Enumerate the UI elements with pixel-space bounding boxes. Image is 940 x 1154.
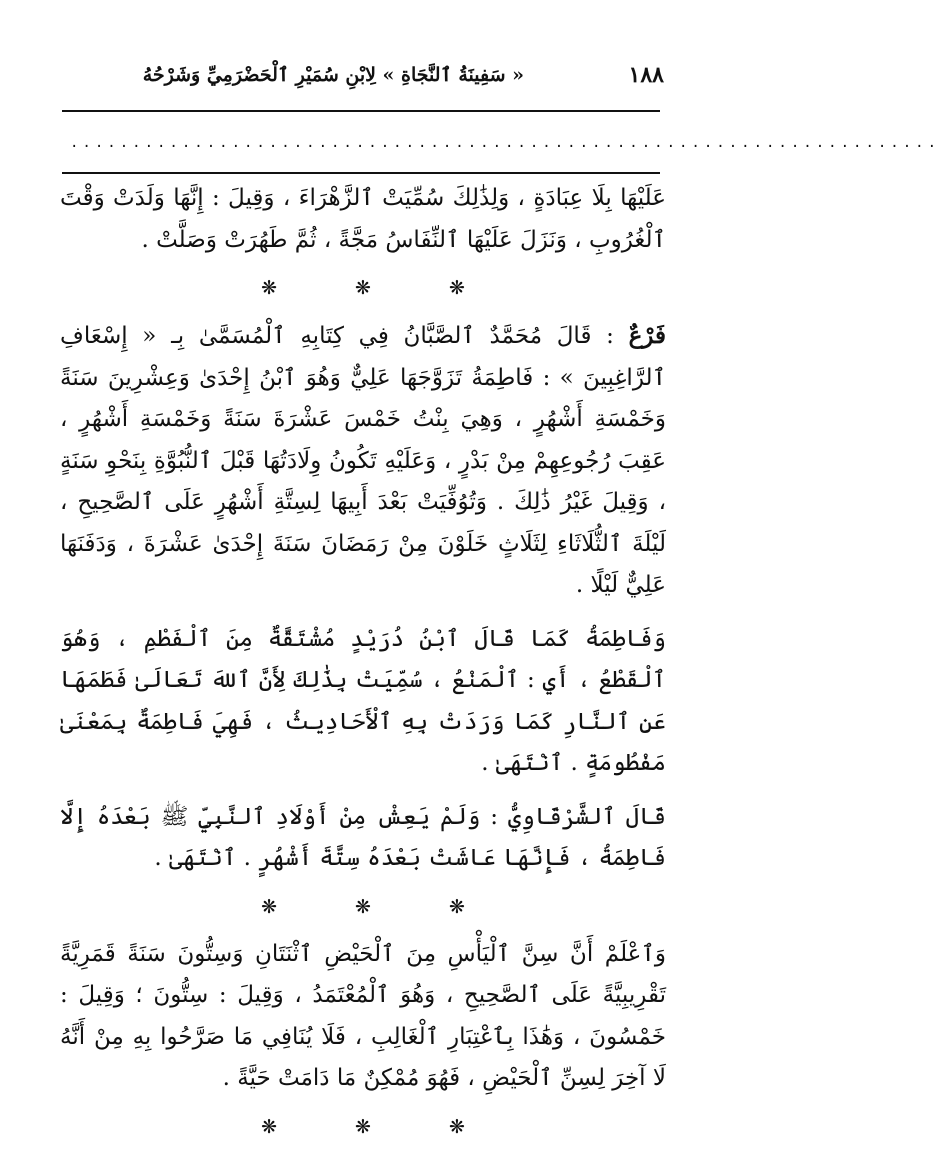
- paragraph-3: وَفَاطِمَةُ كَمَا قَالَ ٱبْنُ دُرَيْدٍ مُشْتَقَّةٌ مِنَ ٱلْفَطْمِ ، وَهُوَ ٱلْقَطْعُ ، أَيِ : ٱلْمَنْعُ ، سُمِّيَتْ بِذَٰلِكَ لِأَنَّ ٱللهَ تَعَالَىٰ فَطَمَهَا عَنِ ٱلنَّارِ كَمَا وَرَدَتْ بِهِ ٱلْأَحَادِيثُ ، فَهِيَ فَاطِمَةٌ بِمَعْنَىٰ مَفْطُومَةٍ . ٱنْتَهَىٰ .: [60, 625, 666, 776]
- star-ornament-icon: ❋: [261, 1115, 278, 1138]
- page-number: ١٨٨: [628, 62, 664, 88]
- paragraph-gap: [60, 785, 666, 797]
- paragraph-2-label: فَرْعٌ: [628, 322, 666, 349]
- paragraph-1: عَلَيْهَا بِلَا عِبَادَةٍ ، وَلِذَٰلِكَ سُمِّيَتْ ٱلزَّهْرَاءَ ، وَقِيلَ : إِنَّهَا وَلَدَتْ وَقْتَ ٱلْغُرُوبِ ، وَنَزَلَ عَلَيْهَا ٱلنِّفَاسُ مَجَّةً ، ثُمَّ طَهُرَتْ وَصَلَّتْ .: [60, 185, 666, 253]
- paragraph-5: وَٱعْلَمْ أَنَّ سِنَّ ٱلْيَأْسِ مِنَ ٱلْحَيْضِ ٱثْنَتَانِ وَسِتُّونَ سَنَةً قَمَرِيَّةً تَقْرِيبِيَّةً عَلَى ٱلصَّحِيحِ ، وَهُوَ ٱلْمُعْتَمَدُ ، وَقِيلَ : سِتُّونَ ؛ وَقِيلَ : خَمْسُونَ ، وَهَٰذَا بِٱعْتِبَارِ ٱلْغَالِبِ ، فَلَا يُنَافِي مَا صَرَّحُوا بِهِ مِنْ أَنَّهُ لَا آخِرَ لِسِنِّ ٱلْحَيْضِ ، فَهُوَ مُمْكِنٌ مَا دَامَتْ حَيَّةً .: [60, 940, 666, 1091]
- paragraph-4: قَالَ ٱلشَّرْقَاوِيُّ : وَلَمْ يَعِشْ مِنْ أَوْلَادِ ٱلنَّبِيِّ ﷺ بَعْدَهُ إِلَّا فَاطِمَةُ ، فَإِنَّهَا عَاشَتْ بَعْدَهُ سِتَّةَ أَشْهُرٍ . ٱنْتَهَىٰ .: [60, 803, 666, 871]
- star-ornament-icon: ❋: [355, 1115, 371, 1138]
- header-rule-bottom: [62, 172, 660, 174]
- section-separator-2: [60, 880, 666, 934]
- star-ornament-icon: ❋: [355, 895, 371, 918]
- star-ornament-icon: ❋: [448, 277, 465, 299]
- paragraph-2-text: : قَالَ مُحَمَّدٌ ٱلصَّبَّانُ فِي كِتَابِهِ ٱلْمُسَمَّىٰ بِـ « إِسْعَافِ ٱلرَّاغِبِينَ » : فَاطِمَةُ تَزَوَّجَهَا عَلِيٌّ وَهُوَ ٱبْنُ إِحْدَىٰ وَعِشْرِينَ سَنَةً وَخَمْسَةِ أَشْهُرٍ ، وَهِيَ بِنْتُ خَمْسَ عَشْرَةَ سَنَةً وَخَمْسَةِ أَشْهُرٍ ، عَقِبَ رُجُوعِهِمْ مِنْ بَدْرٍ ، وَعَلَيْهِ تَكُونُ وِلَادَتُهَا قَبْلَ ٱلنُّبُوَّةِ بِنَحْوِ سَنَةٍ ، وَقِيلَ غَيْرُ ذَٰلِكَ . وَتُوُفِّيَتْ بَعْدَ أَبِيهَا لِسِتَّةِ أَشْهُرٍ عَلَى ٱلصَّحِيحِ ، لَيْلَةَ ٱلثُّلَاثَاءِ لِثَلَاثٍ خَلَوْنَ مِنْ رَمَضَانَ سَنَةَ إِحْدَىٰ عَشْرَةَ ، وَدَفَنَهَا عَلِيٌّ لَيْلًا .: [60, 323, 666, 598]
- dotted-line: ......................................................................: [70, 135, 940, 151]
- page-header: [60, 60, 664, 100]
- star-ornament-icon: ❋: [261, 277, 278, 299]
- section-separator-1: [60, 261, 666, 315]
- header-rule-top: [62, 110, 660, 112]
- star-ornament-icon: ❋: [355, 277, 371, 299]
- running-title: « سَفِينَةُ ٱلنَّجَاةِ » لِابْنِ سُمَيْرِ ٱلْحَضْرَمِيِّ وَشَرْحُهُ: [142, 64, 524, 86]
- star-ornament-icon: ❋: [448, 1115, 465, 1138]
- star-ornament-icon: ❋: [448, 895, 465, 918]
- paragraph-2: [60, 315, 666, 607]
- body-text: [60, 178, 666, 1154]
- paragraph-gap: [60, 607, 666, 619]
- section-separator-3: [60, 1100, 666, 1154]
- star-ornament-icon: ❋: [261, 895, 278, 918]
